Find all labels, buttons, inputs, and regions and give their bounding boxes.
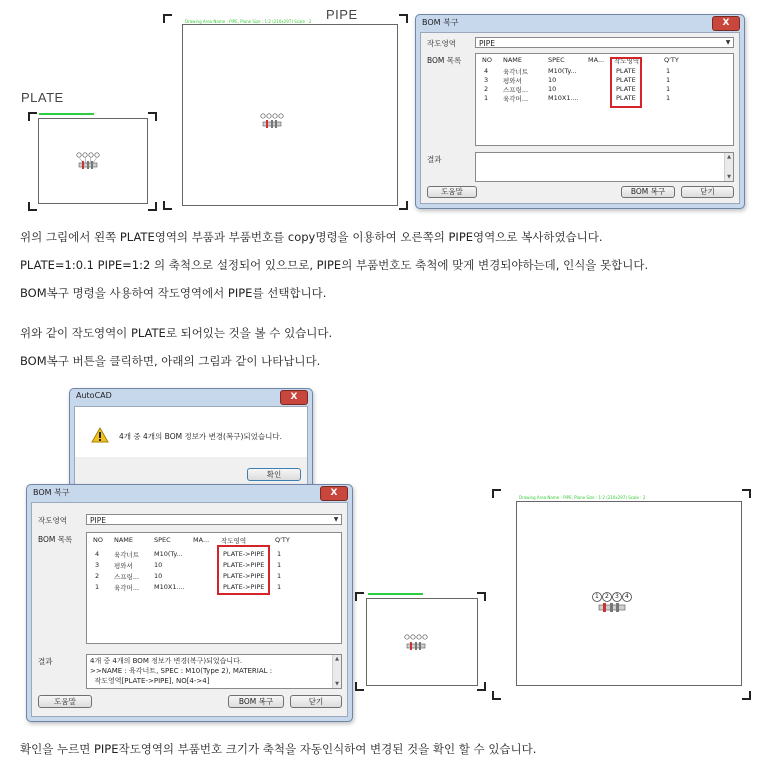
col-name[interactable]: NAME bbox=[503, 56, 523, 64]
row-qty: 1 bbox=[666, 76, 671, 84]
row-area: PLATE->PIPE bbox=[223, 583, 265, 591]
row-no: 2 bbox=[484, 85, 489, 93]
row-qty: 1 bbox=[277, 550, 282, 558]
plate-green-line-bottom bbox=[368, 593, 423, 595]
chevron-down-icon[interactable]: ▼ bbox=[333, 516, 339, 523]
row-spec: 10 bbox=[548, 76, 557, 84]
row-qty: 1 bbox=[666, 85, 671, 93]
help-button[interactable]: 도움말 bbox=[427, 186, 477, 198]
chevron-down-icon[interactable]: ▼ bbox=[725, 39, 731, 46]
paragraph-4: 위와 같이 작도영역이 PLATE로 되어있는 것을 볼 수 있습니다. bbox=[20, 326, 333, 340]
col-name[interactable]: NAME bbox=[114, 536, 134, 544]
result-label: 결과 bbox=[427, 155, 442, 164]
col-material[interactable]: MA... bbox=[588, 56, 605, 64]
area-select[interactable] bbox=[475, 37, 734, 48]
bom-dialog-title: BOM 복구 bbox=[33, 488, 70, 497]
row-spec: M10X1.... bbox=[154, 583, 185, 591]
row-no: 2 bbox=[95, 572, 100, 580]
bom-dialog-title: BOM 복구 bbox=[422, 18, 459, 27]
plate2-corner-tl bbox=[355, 592, 364, 601]
col-material[interactable]: MA... bbox=[193, 536, 210, 544]
paragraph-5: BOM복구 버튼을 클릭하면, 아래의 그림과 같이 나타납니다. bbox=[20, 354, 321, 368]
row-spec: 10 bbox=[154, 572, 163, 580]
autocad-dialog-body bbox=[74, 406, 308, 486]
result-box[interactable] bbox=[86, 654, 342, 689]
close-icon[interactable]: X bbox=[280, 390, 308, 405]
area-select[interactable] bbox=[86, 514, 342, 525]
plate-sheet-bottom bbox=[366, 598, 478, 686]
row-spec: 10 bbox=[154, 561, 163, 569]
row-name: 스프링... bbox=[114, 573, 140, 581]
area-label: 작도영역 bbox=[38, 516, 67, 525]
plate-corner-br bbox=[148, 202, 157, 211]
plate-sheet bbox=[38, 118, 148, 204]
row-name: 스프링... bbox=[503, 86, 529, 94]
row-qty: 1 bbox=[277, 583, 282, 591]
ok-button[interactable]: 확인 bbox=[247, 468, 301, 481]
pipe-label: PIPE bbox=[326, 7, 358, 22]
area-select-value: PIPE bbox=[479, 39, 495, 48]
bom-list[interactable] bbox=[475, 53, 734, 146]
bom-dialog-bottom bbox=[26, 484, 353, 722]
area-highlight-box bbox=[217, 545, 270, 595]
scroll-up-icon[interactable]: ▲ bbox=[727, 154, 731, 160]
plate-label: PLATE bbox=[21, 90, 64, 105]
plate2-corner-bl bbox=[355, 682, 364, 691]
row-area: PLATE bbox=[616, 67, 636, 75]
balloon-3: 3 bbox=[615, 593, 619, 600]
bom-dialog-body bbox=[31, 502, 348, 717]
pipe2-corner-tl bbox=[492, 489, 501, 498]
row-no: 3 bbox=[484, 76, 489, 84]
col-area[interactable]: 작도영역 bbox=[614, 57, 640, 65]
row-no: 4 bbox=[484, 67, 489, 75]
row-spec: M10X1.... bbox=[548, 94, 579, 102]
autocad-dialog-title: AutoCAD bbox=[76, 391, 112, 400]
row-qty: 1 bbox=[666, 94, 671, 102]
row-no: 3 bbox=[95, 561, 100, 569]
row-name: 육각머... bbox=[503, 95, 529, 103]
pipe-sheet bbox=[182, 19, 398, 206]
close-button[interactable]: 닫기 bbox=[290, 695, 342, 708]
area-highlight-box bbox=[610, 57, 642, 108]
close-icon[interactable]: X bbox=[712, 16, 740, 31]
result-scrollbar[interactable] bbox=[724, 153, 733, 181]
row-name: 평와셔 bbox=[114, 562, 133, 570]
row-qty: 1 bbox=[277, 572, 282, 580]
row-qty: 1 bbox=[666, 67, 671, 75]
paragraph-1: 위의 그림에서 왼쪽 PLATE영역의 부품과 부품번호를 copy명령을 이용하여 오른쪽의 PIPE영역으로 복사하였습니다. bbox=[20, 230, 603, 244]
pipe-sheet-bottom bbox=[516, 495, 742, 686]
col-area[interactable]: 작도영역 bbox=[221, 537, 247, 545]
pipe-corner-tr bbox=[399, 14, 408, 23]
pipe-part-drawing-bottom bbox=[517, 502, 741, 685]
result-label: 결과 bbox=[38, 657, 53, 666]
row-name: 육각너트 bbox=[114, 551, 140, 559]
row-area: PLATE bbox=[616, 94, 636, 102]
row-spec: M10(Ty... bbox=[548, 67, 577, 75]
pipe2-corner-bl bbox=[492, 691, 501, 700]
row-no: 1 bbox=[484, 94, 489, 102]
pipe2-corner-br bbox=[742, 691, 751, 700]
row-name: 육각너트 bbox=[503, 68, 529, 76]
result-line-3: 작도영역[PLATE->PIPE], NO[4->4] bbox=[90, 677, 210, 685]
plate-green-line bbox=[39, 113, 94, 115]
scroll-down-icon[interactable]: ▼ bbox=[335, 681, 339, 687]
result-line-2: >>NAME : 육각너트, SPEC : M10(Type 2), MATERIAL : bbox=[90, 667, 273, 675]
pipe-corner-br bbox=[399, 201, 408, 210]
plate-part-drawing-bottom bbox=[367, 599, 477, 685]
bom-dialog-body bbox=[420, 32, 740, 204]
plate2-corner-tr bbox=[477, 592, 486, 601]
footer-paragraph: 확인을 누르면 PIPE작도영역의 부품번호 크기가 축척을 자동인식하여 변경된 것을 확인 할 수 있습니다. bbox=[20, 742, 537, 756]
area-label: 작도영역 bbox=[427, 39, 456, 48]
balloon-2: 2 bbox=[605, 593, 609, 600]
bom-list[interactable] bbox=[86, 532, 342, 644]
bom-dialog-top bbox=[415, 14, 745, 209]
pipe-corner-bl bbox=[163, 201, 172, 210]
col-spec[interactable]: SPEC bbox=[154, 536, 171, 544]
row-area: PLATE bbox=[616, 76, 636, 84]
row-spec: 10 bbox=[548, 85, 557, 93]
row-no: 4 bbox=[95, 550, 100, 558]
plate-corner-bl bbox=[28, 202, 37, 211]
result-line-1: 4개 중 4개의 BOM 정보가 변경(복구)되었습니다. bbox=[90, 657, 243, 665]
bom-list-label: BOM 목록 bbox=[427, 56, 462, 65]
col-qty[interactable]: Q'TY bbox=[664, 56, 679, 64]
close-button[interactable]: 닫기 bbox=[681, 186, 734, 198]
bom-restore-button[interactable]: BOM 복구 bbox=[228, 695, 284, 708]
scroll-down-icon[interactable]: ▼ bbox=[727, 174, 731, 180]
bom-list-label: BOM 목록 bbox=[38, 535, 73, 544]
balloon-1: 1 bbox=[595, 593, 599, 600]
plate2-corner-br bbox=[477, 682, 486, 691]
row-qty: 1 bbox=[277, 561, 282, 569]
area-select-value: PIPE bbox=[90, 516, 106, 525]
col-no[interactable]: NO bbox=[482, 56, 492, 64]
result-scrollbar[interactable] bbox=[332, 655, 341, 688]
help-button[interactable]: 도움말 bbox=[38, 695, 92, 708]
warning-icon bbox=[91, 427, 109, 443]
col-qty[interactable]: Q'TY bbox=[275, 536, 290, 544]
col-no[interactable]: NO bbox=[93, 536, 103, 544]
row-name: 육각머... bbox=[114, 584, 140, 592]
pipe2-corner-tr bbox=[742, 489, 751, 498]
scroll-up-icon[interactable]: ▲ bbox=[335, 656, 339, 662]
pipe-sheet-header: Drawing Area Name : PIPE, Plane Size : 1:2 (210x297) Scale : 2 bbox=[185, 19, 312, 24]
autocad-message: 4개 중 4개의 BOM 정보가 변경(복구)되었습니다. bbox=[119, 432, 283, 441]
plate-part-drawing bbox=[39, 119, 147, 203]
row-no: 1 bbox=[95, 583, 100, 591]
pipe-corner-tl bbox=[163, 14, 172, 23]
row-area: PLATE->PIPE bbox=[223, 572, 265, 580]
close-icon[interactable]: X bbox=[320, 486, 348, 501]
autocad-dialog bbox=[69, 388, 313, 492]
row-area: PLATE->PIPE bbox=[223, 550, 265, 558]
pipe-sheet-header: Drawing Area Name : PIPE, Plane Size : 1:2 (210x297) Scale : 2 bbox=[519, 495, 646, 500]
col-spec[interactable]: SPEC bbox=[548, 56, 565, 64]
row-spec: M10(Ty... bbox=[154, 550, 183, 558]
result-box[interactable] bbox=[475, 152, 734, 182]
paragraph-2: PLATE=1:0.1 PIPE=1:2 의 축척으로 설정되어 있으므로, PIPE의 부품번호도 축척에 맞게 변경되야하는데, 인식을 못합니다. bbox=[20, 258, 649, 272]
pipe-part-drawing bbox=[183, 25, 397, 205]
row-name: 평와셔 bbox=[503, 77, 522, 85]
row-area: PLATE bbox=[616, 85, 636, 93]
plate-corner-tl bbox=[28, 112, 37, 121]
balloon-4: 4 bbox=[625, 593, 629, 600]
bom-restore-button[interactable]: BOM 복구 bbox=[621, 186, 675, 198]
paragraph-3: BOM복구 명령을 사용하여 작도영역에서 PIPE를 선택합니다. bbox=[20, 286, 327, 300]
row-area: PLATE->PIPE bbox=[223, 561, 265, 569]
plate-corner-tr bbox=[148, 112, 157, 121]
